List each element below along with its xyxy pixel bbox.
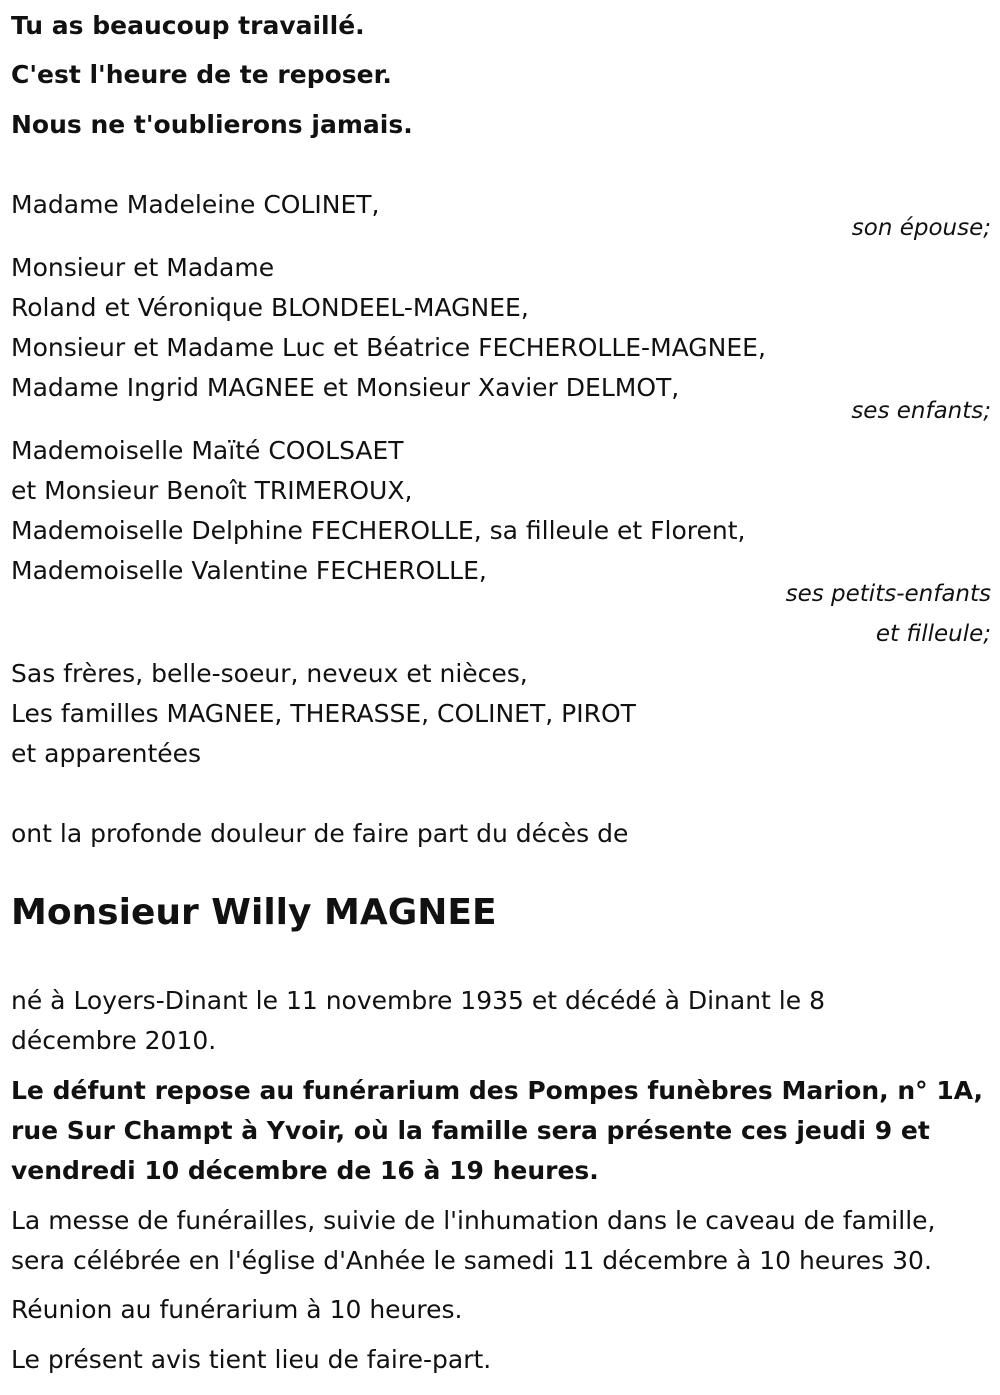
poem-line-3: Nous ne t'oublierons jamais. (11, 110, 413, 139)
children-role: ses enfants; (851, 398, 991, 424)
poem-line-1: Tu as beaucoup travaillé. (11, 11, 365, 40)
grandchildren-line-4: Mademoiselle Valentine FECHEROLLE, (11, 556, 487, 585)
grandchildren-line-1: Mademoiselle Maïté COOLSAET (11, 436, 404, 465)
children-line-3: Monsieur et Madame Luc et Béatrice FECHEROLLE-MAGNEE, (11, 333, 766, 362)
grandchildren-role-1: ses petits-enfants (785, 581, 991, 607)
grandchildren-line-3: Mademoiselle Delphine FECHEROLLE, sa filleule et Florent, (11, 516, 746, 545)
birth-death-text: né à Loyers-Dinant le 11 novembre 1935 et décédé à Dinant le 8 décembre 2010. (11, 986, 825, 1055)
family-line-3: et apparentées (11, 739, 202, 768)
grandchildren-role-2: et filleule; (875, 621, 991, 647)
grandchildren-line-2: et Monsieur Benoît TRIMEROUX, (11, 476, 413, 505)
funerarium-text: Le défunt repose au funérarium des Pompes funèbres Marion, n° 1A, rue Sur Champt à Yvoir, où la famille sera présente ces jeudi 9 et vendredi 10 décembre de 16 à 19 heures. (11, 1076, 984, 1185)
family-line-1: Sas frères, belle-soeur, neveux et nièces, (11, 659, 528, 688)
children-line-1: Monsieur et Madame (11, 253, 275, 282)
notice-text: Le présent avis tient lieu de faire-part. (11, 1345, 492, 1374)
mass-text: La messe de funérailles, suivie de l'inhumation dans le caveau de famille, sera célébrée en l'église d'Anhée le samedi 11 décembre à 10 heures 30. (11, 1206, 936, 1275)
family-line-2: Les familles MAGNEE, THERASSE, COLINET, PIROT (11, 699, 636, 728)
children-line-2: Roland et Véronique BLONDEEL-MAGNEE, (11, 293, 529, 322)
spouse-role: son épouse; (851, 215, 991, 241)
announcement-text: ont la profonde douleur de faire part du décès de (11, 819, 629, 848)
children-line-4: Madame Ingrid MAGNEE et Monsieur Xavier DELMOT, (11, 373, 680, 402)
spouse-name: Madame Madeleine COLINET, (11, 190, 380, 219)
deceased-name: Monsieur Willy MAGNEE (11, 892, 497, 933)
poem-line-2: C'est l'heure de te reposer. (11, 60, 392, 89)
meeting-text: Réunion au funérarium à 10 heures. (11, 1295, 463, 1324)
